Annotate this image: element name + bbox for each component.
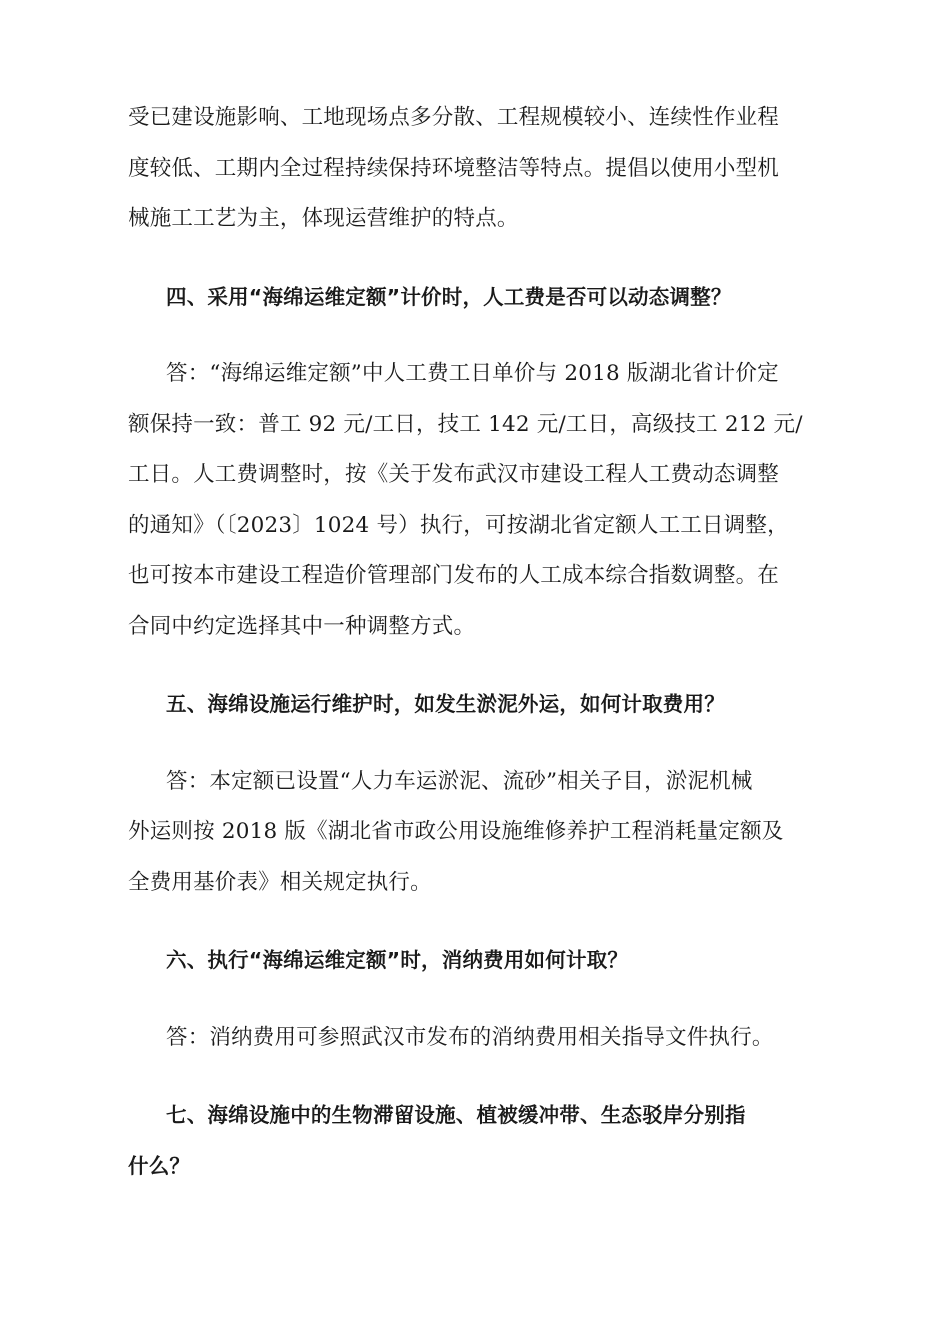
text-line: 工日。人工费调整时，按《关于发布武汉市建设工程人工费动态调整	[128, 462, 780, 487]
text-line: 全费用基价表》相关规定执行。	[128, 869, 432, 895]
question-7-heading	[128, 1090, 828, 1191]
text-line: 答：本定额已设置“人力车运淤泥、流砂”相关子目，淤泥机械	[166, 768, 753, 794]
question-4-answer	[128, 349, 828, 652]
text-line: 受已建设施影响、工地现场点多分散、工程规模较小、连续性作业程	[128, 105, 780, 130]
question-4-heading: 四、采用“海绵运维定额”计价时，人工费是否可以动态调整？	[166, 284, 732, 309]
question-5-heading: 五、海绵设施运行维护时，如发生淤泥外运，如何计取费用？	[166, 692, 725, 716]
text-line: 也可按本市建设工程造价管理部门发布的人工成本综合指数调整。在	[128, 563, 780, 588]
text-line: 什么？	[128, 1153, 191, 1178]
document-page	[128, 93, 828, 1191]
text-line: 械施工工艺为主，体现运营维护的特点。	[128, 206, 519, 231]
text-line: 度较低、工期内全过程持续保持环境整洁等特点。提倡以使用小型机	[128, 155, 780, 181]
question-6-heading: 六、执行“海绵运维定额”时，消纳费用如何计取？	[166, 948, 629, 972]
question-6-answer	[128, 1013, 828, 1064]
text-line: 七、海绵设施中的生物滞留设施、植被缓冲带、生态驳岸分别指	[166, 1103, 746, 1127]
text-line: 额保持一致：普工 92 元/工日，技工 142 元/工日，高级技工 212 元/	[128, 411, 803, 437]
text-line: 外运则按 2018 版《湖北省市政公用设施维修养护工程消耗量定额及	[128, 819, 784, 844]
text-line: 答：“海绵运维定额”中人工费工日单价与 2018 版湖北省计价定	[166, 361, 779, 386]
intro-paragraph	[128, 93, 828, 245]
text-line: 的通知》（〔2023〕1024 号）执行，可按湖北省定额人工工日调整，	[128, 512, 789, 538]
text-line: 答：消纳费用可参照武汉市发布的消纳费用相关指导文件执行。	[166, 1024, 774, 1050]
question-5-answer	[128, 757, 828, 909]
text-line: 合同中约定选择其中一种调整方式。	[128, 613, 476, 639]
